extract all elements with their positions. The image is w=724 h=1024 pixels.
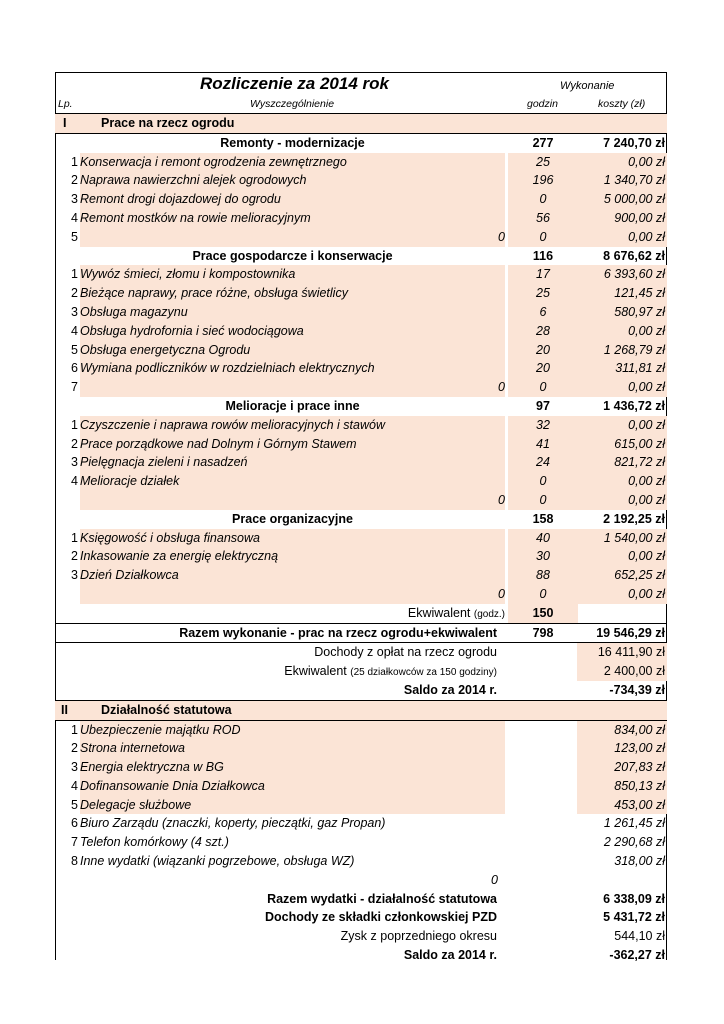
row-cost: 615,00 zł <box>577 435 667 454</box>
header-wykonanie: Wykonanie <box>560 80 615 92</box>
table-row <box>55 303 667 322</box>
razem-row <box>55 890 667 909</box>
row-cost: 0,00 zł <box>577 472 667 491</box>
row-hours: 0 <box>508 491 578 510</box>
zysk-row <box>55 927 667 946</box>
row-number: 6 <box>71 361 78 376</box>
group-header <box>55 247 667 266</box>
row-number: 3 <box>71 455 78 470</box>
row-hours: 41 <box>508 435 578 454</box>
table-row <box>55 796 667 815</box>
row-cost: 0,00 zł <box>577 378 667 397</box>
row-number: 1 <box>71 530 78 545</box>
row-zero-value: 0 <box>498 492 505 507</box>
row-hours: 25 <box>508 284 578 303</box>
dochody-cost: 5 431,72 zł <box>603 910 665 925</box>
row-description: Inne wydatki (wiązanki pogrzebowe, obsługa WZ) <box>80 854 355 869</box>
row-hours: 20 <box>508 359 578 378</box>
row-cost: 0,00 zł <box>577 547 667 566</box>
saldo-row <box>55 681 667 700</box>
table-row <box>55 435 667 454</box>
row-number: 4 <box>71 323 78 338</box>
razem-row <box>55 624 667 643</box>
table-row <box>55 721 667 740</box>
table-row <box>55 852 667 871</box>
row-number: 3 <box>71 760 78 775</box>
row-description: Obsługa magazynu <box>80 303 505 322</box>
table-row <box>55 871 667 890</box>
group-hours: 116 <box>532 248 554 263</box>
ekwiwalent-unit: (godz.) <box>473 608 505 620</box>
row-zero-value: 0 <box>498 380 505 395</box>
row-hours: 6 <box>508 303 578 322</box>
section-number: II <box>61 702 68 717</box>
table-row <box>55 758 667 777</box>
row-description: Księgowość i obsługa finansowa <box>80 529 505 548</box>
row-hours: 28 <box>508 322 578 341</box>
table-row <box>55 359 667 378</box>
row-description: Bieżące naprawy, prace różne, obsługa świetlicy <box>80 284 505 303</box>
razem-hours: 798 <box>532 625 554 640</box>
row-cost: 580,97 zł <box>577 303 667 322</box>
table-row <box>55 491 667 510</box>
row-cost: 834,00 zł <box>577 721 667 740</box>
row-description: Biuro Zarządu (znaczki, koperty, pieczątki, gaz Propan) <box>80 816 386 831</box>
row-description: Telefon komórkowy (4 szt.) <box>80 835 229 850</box>
saldo-cost: -362,27 zł <box>609 948 665 963</box>
row-cost: 207,83 zł <box>577 758 667 777</box>
group-label: Melioracje i prace inne <box>225 398 360 413</box>
row-number: 2 <box>71 173 78 188</box>
row-description: Wywóz śmieci, złomu i kompostownika <box>80 265 505 284</box>
group-hours: 97 <box>536 398 550 413</box>
dochody-row <box>55 908 667 927</box>
row-hours: 0 <box>508 378 578 397</box>
row-cost: 6 393,60 zł <box>577 265 667 284</box>
report-table <box>55 114 667 965</box>
row-description: Dzień Działkowca <box>80 566 505 585</box>
table-row <box>55 529 667 548</box>
group-cost: 7 240,70 zł <box>603 135 665 150</box>
row-hours: 17 <box>508 265 578 284</box>
row-hours: 40 <box>508 529 578 548</box>
row-description: Remont mostków na rowie melioracyjnym <box>80 209 505 228</box>
row-cost: 2 290,68 zł <box>603 835 665 850</box>
row-description: Ubezpieczenie majątku ROD <box>80 721 505 740</box>
header-godzin: godzin <box>527 98 558 110</box>
table-row <box>55 190 667 209</box>
row-number: 5 <box>71 797 78 812</box>
row-cost: 453,00 zł <box>577 796 667 815</box>
ekwiwalent2-text: Ekwiwalent <box>284 664 351 679</box>
row-cost: 0,00 zł <box>577 322 667 341</box>
row-hours: 0 <box>508 472 578 491</box>
row-cost: 0,00 zł <box>577 585 667 604</box>
row-description <box>80 378 505 397</box>
row-number: 8 <box>71 854 78 869</box>
row-description: Dofinansowanie Dnia Działkowca <box>80 777 505 796</box>
row-cost: 0,00 zł <box>577 153 667 172</box>
row-number <box>55 491 78 510</box>
razem-label: Razem wydatki - działalność statutowa <box>267 891 497 906</box>
table-row <box>55 284 667 303</box>
row-description: Pielęgnacja zieleni i nasadzeń <box>80 453 505 472</box>
ekwiwalent-row <box>55 604 667 623</box>
row-cost: 0,00 zł <box>577 228 667 247</box>
row-description: Remont drogi dojazdowej do ogrodu <box>80 190 505 209</box>
row-hours: 0 <box>508 228 578 247</box>
row-description <box>80 228 505 247</box>
row-hours: 88 <box>508 566 578 585</box>
table-row <box>55 341 667 360</box>
row-hours: 32 <box>508 416 578 435</box>
row-cost: 0,00 zł <box>577 491 667 510</box>
zysk-cost: 544,10 zł <box>614 929 665 944</box>
row-number: 1 <box>71 417 78 432</box>
row-number: 3 <box>71 568 78 583</box>
row-cost: 850,13 zł <box>577 777 667 796</box>
table-row <box>55 265 667 284</box>
group-label: Remonty - modernizacje <box>220 135 365 150</box>
table-row <box>55 322 667 341</box>
row-number: 4 <box>71 210 78 225</box>
group-header <box>55 397 667 416</box>
row-number: 2 <box>71 286 78 301</box>
section-label: Działalność statutowa <box>101 702 232 717</box>
row-cost: 1 540,00 zł <box>577 529 667 548</box>
ekwiwalent-label <box>55 604 505 623</box>
row-cost: 311,81 zł <box>577 359 667 378</box>
row-hours: 20 <box>508 341 578 360</box>
row-zero-value: 0 <box>498 586 505 601</box>
row-cost: 123,00 zł <box>577 739 667 758</box>
row-hours: 24 <box>508 453 578 472</box>
table-row <box>55 171 667 190</box>
row-hours: 196 <box>508 171 578 190</box>
ekwiwalent2-row <box>55 662 667 681</box>
dochody-cost: 16 411,90 zł <box>577 643 667 662</box>
row-number: 6 <box>71 816 78 831</box>
row-description: Czyszczenie i naprawa rowów melioracyjnych i stawów <box>80 416 505 435</box>
section-header <box>55 114 667 133</box>
dochody-row <box>55 643 667 662</box>
row-description <box>80 585 505 604</box>
row-cost: 318,00 zł <box>614 854 665 869</box>
table-row <box>55 228 667 247</box>
header-lp: Lp. <box>58 98 73 110</box>
saldo-label: Saldo za 2014 r. <box>403 948 497 963</box>
row-description: Obsługa energetyczna Ogrodu <box>80 341 505 360</box>
row-number: 4 <box>71 778 78 793</box>
row-number: 2 <box>71 549 78 564</box>
row-number: 1 <box>71 154 78 169</box>
group-cost: 1 436,72 zł <box>603 398 665 413</box>
ekwiwalent2-cost: 2 400,00 zł <box>577 662 667 681</box>
row-number: 1 <box>71 267 78 282</box>
row-number: 1 <box>71 722 78 737</box>
row-number: 2 <box>71 741 78 756</box>
table-row <box>55 833 667 852</box>
table-row <box>55 416 667 435</box>
row-cost: 821,72 zł <box>577 453 667 472</box>
row-cost: 121,45 zł <box>577 284 667 303</box>
razem-cost: 6 338,09 zł <box>603 891 665 906</box>
group-header <box>55 510 667 529</box>
row-cost: 1 268,79 zł <box>577 341 667 360</box>
group-hours: 277 <box>532 135 554 150</box>
razem-cost: 19 546,29 zł <box>596 625 665 640</box>
group-hours: 158 <box>532 511 554 526</box>
table-row <box>55 453 667 472</box>
row-description: Inkasowanie za energię elektryczną <box>80 547 505 566</box>
row-hours: 0 <box>508 190 578 209</box>
row-cost: 1 261,45 zł <box>603 816 665 831</box>
row-description <box>80 491 505 510</box>
section-header <box>55 701 667 720</box>
dochody-label: Dochody z opłat na rzecz ogrodu <box>314 645 497 660</box>
zysk-label: Zysk z poprzedniego okresu <box>340 929 497 944</box>
table-row <box>55 153 667 172</box>
row-number: 3 <box>71 304 78 319</box>
section-number: I <box>63 116 67 130</box>
row-description: Strona internetowa <box>80 739 505 758</box>
header-wyszczegolnienie: Wyszczególnienie <box>250 98 335 110</box>
ekwiwalent-hours: 150 <box>508 604 578 623</box>
row-hours: 25 <box>508 153 578 172</box>
row-description: Obsługa hydrofornia i sieć wodociągowa <box>80 322 505 341</box>
row-zero-value: 0 <box>498 229 505 244</box>
row-description: Energia elektryczna w BG <box>80 758 505 777</box>
row-hours: 0 <box>508 585 578 604</box>
table-row <box>55 585 667 604</box>
section-label: Prace na rzecz ogrodu <box>101 116 235 130</box>
table-row <box>55 814 667 833</box>
row-number <box>55 585 78 604</box>
saldo-cost: -734,39 zł <box>609 682 665 697</box>
razem-label: Razem wykonanie - prac na rzecz ogrodu+ekwiwalent <box>179 625 497 640</box>
saldo-label: Saldo za 2014 r. <box>403 682 497 697</box>
row-number: 3 <box>71 192 78 207</box>
group-label: Prace gospodarcze i konserwacje <box>192 248 393 263</box>
table-row <box>55 739 667 758</box>
row-cost: 652,25 zł <box>577 566 667 585</box>
table-row <box>55 777 667 796</box>
group-cost: 2 192,25 zł <box>603 511 665 526</box>
row-description: Delegacje służbowe <box>80 796 505 815</box>
row-number: 4 <box>71 474 78 489</box>
row-description: Melioracje działek <box>80 472 505 491</box>
table-row <box>55 547 667 566</box>
row-description: Naprawa nawierzchni alejek ogrodowych <box>80 171 505 190</box>
table-row <box>55 209 667 228</box>
row-description: Wymiana podliczników w rozdzielniach elektrycznych <box>80 359 505 378</box>
table-row <box>55 566 667 585</box>
header-koszty: koszty (zł) <box>598 98 646 110</box>
page-title: Rozliczenie za 2014 rok <box>200 74 389 93</box>
table-row <box>55 378 667 397</box>
row-cost: 5 000,00 zł <box>577 190 667 209</box>
row-description: Konserwacja i remont ogrodzenia zewnętrznego <box>80 153 505 172</box>
ekwiwalent2-note: (25 działkowców za 150 godziny) <box>350 667 497 679</box>
ekwiwalent2-label <box>55 662 497 681</box>
row-cost: 900,00 zł <box>577 209 667 228</box>
group-label: Prace organizacyjne <box>232 511 353 526</box>
row-description: Prace porządkowe nad Dolnym i Górnym Stawem <box>80 435 505 454</box>
table-row <box>55 472 667 491</box>
row-number: 5 <box>71 342 78 357</box>
dochody-label: Dochody ze składki członkowskiej PZD <box>264 910 497 925</box>
group-cost: 8 676,62 zł <box>603 248 665 263</box>
saldo-row <box>55 946 667 965</box>
ekwiwalent-text: Ekwiwalent <box>407 605 474 620</box>
row-cost: 1 340,70 zł <box>577 171 667 190</box>
row-number: 7 <box>71 835 78 850</box>
row-cost: 0,00 zł <box>577 416 667 435</box>
row-number: 2 <box>71 436 78 451</box>
row-zero-value: 0 <box>491 872 498 887</box>
row-number: 5 <box>71 229 78 244</box>
row-hours: 56 <box>508 209 578 228</box>
row-number: 7 <box>71 380 78 395</box>
group-header <box>55 134 667 153</box>
row-hours: 30 <box>508 547 578 566</box>
